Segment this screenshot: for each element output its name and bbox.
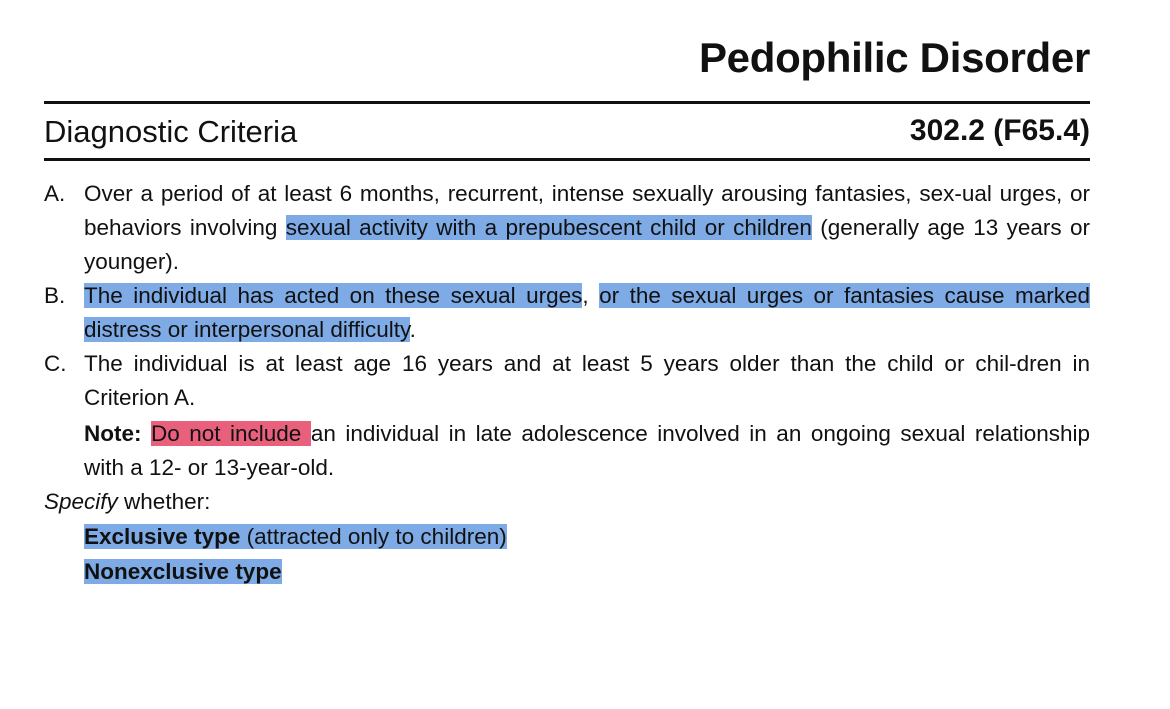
note-label: Note: xyxy=(84,421,142,446)
type-name: Exclusive type xyxy=(84,524,241,549)
highlighted-text: The individual has acted on these sexual urges xyxy=(84,283,583,308)
highlighted-text xyxy=(84,524,507,549)
highlighted-text xyxy=(84,559,282,584)
criterion-note xyxy=(44,417,1090,485)
criterion-text: . xyxy=(409,317,416,342)
section-title: Diagnostic Criteria xyxy=(44,114,298,149)
type-list xyxy=(44,519,1090,589)
criterion-text: , xyxy=(582,283,600,308)
specify-text: whether: xyxy=(117,489,211,514)
type-detail: (attracted only to children) xyxy=(240,524,507,549)
type-item xyxy=(84,554,1090,589)
criterion-a xyxy=(44,177,1090,279)
criterion-b xyxy=(44,279,1090,347)
criterion-text: (generally age 13 years or younger). xyxy=(84,215,1091,274)
criteria-list xyxy=(44,177,1090,589)
criterion-letter: C. xyxy=(44,351,67,376)
highlighted-text: or the sexual urges or fantasies cause marked distress or interpersonal difficulty xyxy=(84,283,1090,342)
specify-line xyxy=(44,485,1090,519)
diagnostic-code: 302.2 (F65.4) xyxy=(909,114,1090,147)
top-rule xyxy=(44,101,1090,104)
criterion-c xyxy=(44,347,1090,415)
type-item xyxy=(84,519,1090,554)
section-header xyxy=(44,108,1090,154)
criterion-letter: A. xyxy=(44,181,66,206)
criterion-letter: B. xyxy=(44,283,66,308)
page-title: Pedophilic Disorder xyxy=(698,34,1090,81)
criterion-text: The individual is at least age 16 years and at least 5 years older than the child or chil-dren in Criterion A. xyxy=(84,351,1090,410)
criterion-text: Over a period of at least 6 months, recurrent, intense sexually arousing fantasies, sex-ual urges, or behaviors involving xyxy=(84,181,1090,240)
highlighted-text: Do not include xyxy=(151,421,311,446)
note-text: an individual in late adolescence involved in an ongoing sexual relationship with a 12- or 13-year-old. xyxy=(84,421,1090,480)
type-name: Nonexclusive type xyxy=(84,559,282,584)
bottom-rule xyxy=(44,158,1090,161)
specify-label: Specify xyxy=(44,489,118,514)
highlighted-text: sexual activity with a prepubescent child or children xyxy=(285,215,812,240)
